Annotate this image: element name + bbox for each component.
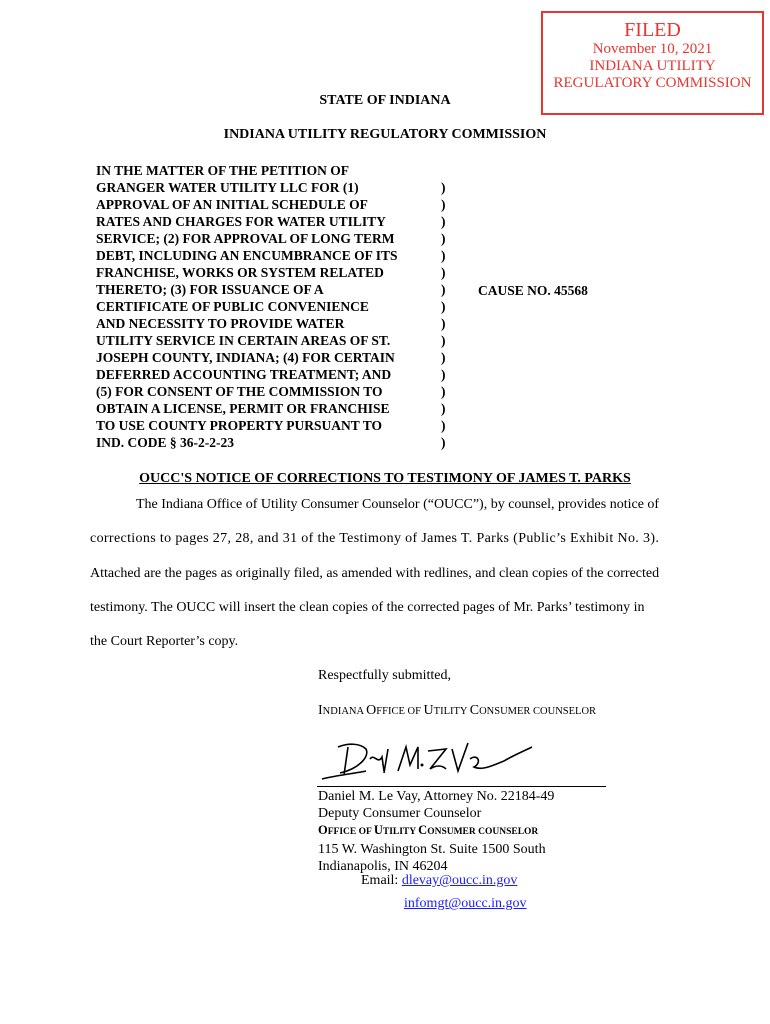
city-address: Indianapolis, IN 46204 xyxy=(318,859,448,874)
caption-line: SERVICE; (2) FOR APPROVAL OF LONG TERM xyxy=(96,231,395,246)
body-line: Attached are the pages as originally filed, as amended with redlines, and clean copies of the corrected xyxy=(90,566,660,581)
paren: ) xyxy=(441,316,446,331)
paren: ) xyxy=(441,265,446,280)
email-line-2 xyxy=(404,896,527,912)
stamp-date: November 10, 2021 xyxy=(592,41,713,57)
caption-line: THERETO; (3) FOR ISSUANCE OF A xyxy=(96,282,324,297)
caption-line: AND NECESSITY TO PROVIDE WATER xyxy=(96,316,345,331)
stamp-agency-line-1: INDIANA UTILITY xyxy=(589,58,716,74)
caption-line: UTILITY SERVICE IN CERTAIN AREAS OF ST. xyxy=(96,333,391,348)
caption-line: RATES AND CHARGES FOR WATER UTILITY xyxy=(96,214,386,229)
caption-line: DEFERRED ACCOUNTING TREATMENT; AND xyxy=(96,367,392,382)
caption-line: IN THE MATTER OF THE PETITION OF xyxy=(96,163,350,178)
caption-line: FRANCHISE, WORKS OR SYSTEM RELATED xyxy=(96,265,384,280)
caption-line: APPROVAL OF AN INITIAL SCHEDULE OF xyxy=(96,197,368,212)
paren: ) xyxy=(441,231,446,246)
state-heading: STATE OF INDIANA xyxy=(319,93,451,108)
email-link-dlevay[interactable]: dlevay@oucc.in.gov xyxy=(401,873,518,888)
paren: ) xyxy=(441,282,446,297)
paren: ) xyxy=(441,299,446,314)
caption-line: OBTAIN A LICENSE, PERMIT OR FRANCHISE xyxy=(96,401,390,416)
case-caption xyxy=(96,162,436,451)
caption-parentheses xyxy=(441,179,446,451)
handwritten-signature xyxy=(318,735,548,785)
caption-line: DEBT, INCLUDING AN ENCUMBRANCE OF ITS xyxy=(96,248,398,263)
paren: ) xyxy=(441,401,446,416)
caption-line: GRANGER WATER UTILITY LLC FOR (1) xyxy=(96,180,359,195)
commission-heading: INDIANA UTILITY REGULATORY COMMISSION xyxy=(223,127,547,142)
office-name-smallcaps: INDIANA OFFICE OF UTILITY CONSUMER COUNSELOR xyxy=(318,703,597,718)
closing: Respectfully submitted, xyxy=(318,668,451,683)
paren: ) xyxy=(441,384,446,399)
caption-line: TO USE COUNTY PROPERTY PURSUANT TO xyxy=(96,418,382,433)
notice-title: OUCC'S NOTICE OF CORRECTIONS TO TESTIMONY OF JAMES T. PARKS xyxy=(139,471,631,486)
paren: ) xyxy=(441,214,446,229)
email-label: Email: xyxy=(361,873,402,888)
attorney-title: Deputy Consumer Counselor xyxy=(318,806,482,821)
body-line: testimony. The OUCC will insert the clean copies of the corrected pages of Mr. Parks’ testimony in xyxy=(90,600,645,615)
office-name-bold: OFFICE OF UTILITY CONSUMER COUNSELOR xyxy=(318,823,539,837)
paren: ) xyxy=(441,435,446,450)
body-line: The Indiana Office of Utility Consumer Counselor (“OUCC”), by counsel, provides notice of xyxy=(136,497,660,512)
stamp-title: FILED xyxy=(624,19,681,41)
body-line: corrections to pages 27, 28, and 31 of the Testimony of James T. Parks (Public’s Exhibit No. 3). xyxy=(90,531,660,546)
paren: ) xyxy=(441,418,446,433)
signature-line xyxy=(317,786,606,787)
stamp-agency-line-2: REGULATORY COMMISSION xyxy=(553,75,752,91)
cause-number: CAUSE NO. 45568 xyxy=(478,283,588,298)
signatory-address-block xyxy=(318,788,554,875)
caption-line: IND. CODE § 36-2-2-23 xyxy=(96,435,234,450)
street-address: 115 W. Washington St. Suite 1500 South xyxy=(318,842,546,857)
attorney-name: Daniel M. Le Vay, Attorney No. 22184-49 xyxy=(318,789,555,804)
body-line: the Court Reporter’s copy. xyxy=(90,634,239,649)
paren: ) xyxy=(441,180,446,195)
paren: ) xyxy=(441,248,446,263)
paren: ) xyxy=(441,333,446,348)
caption-line: (5) FOR CONSENT OF THE COMMISSION TO xyxy=(96,384,383,399)
paren: ) xyxy=(441,350,446,365)
email-link-infomgt[interactable]: infomgt@oucc.in.gov xyxy=(404,896,527,911)
paren: ) xyxy=(441,197,446,212)
caption-line: CERTIFICATE OF PUBLIC CONVENIENCE xyxy=(96,299,369,314)
caption-line: JOSEPH COUNTY, INDIANA; (4) FOR CERTAIN xyxy=(96,350,395,365)
email-line xyxy=(361,873,517,889)
paren: ) xyxy=(441,367,446,382)
